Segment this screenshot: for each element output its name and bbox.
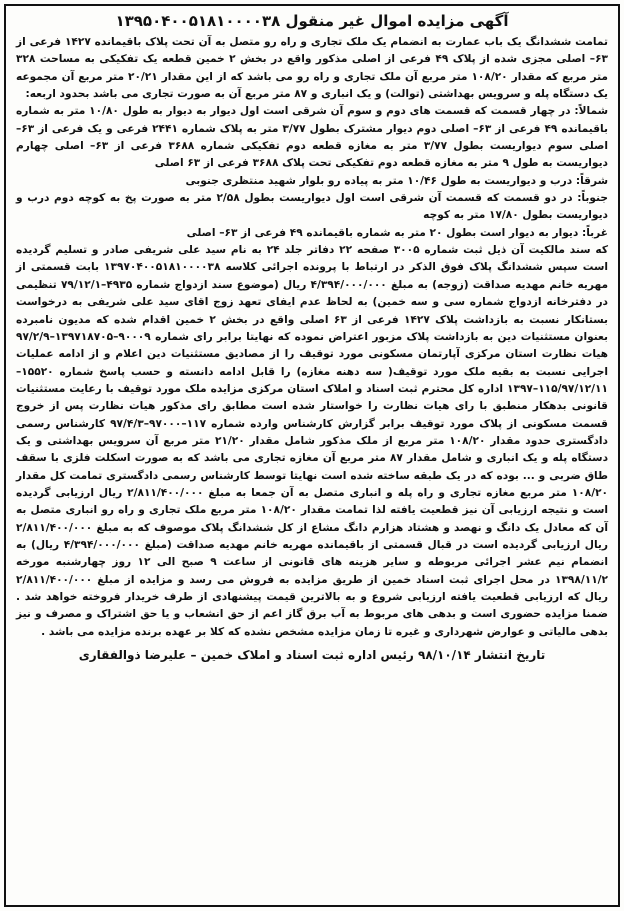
notice-title: آگهی مزایده اموال غیر منقول ۱۳۹۵۰۴۰۰۵۱۸۱۰۰۰۰۳۸ — [115, 12, 509, 30]
boundary-east: شرقاً: درب و دیواریست به طول ۱۰/۴۶ متر به پیاده رو بلوار شهید منتظری جنوبی — [185, 174, 608, 187]
boundary-west: غرباً: دیوار به دیوار است بطول ۲۰ متر به شماره باقیمانده ۴۹ فرعی از ۶۳– اصلی — [186, 226, 608, 239]
publication-footer: تاریخ انتشار ۹۸/۱۰/۱۴ رئیس اداره ثبت اسناد و املاک خمین – علیرضا ذوالفقاری — [78, 648, 546, 663]
boundary-north: شمالاً: در چهار قسمت که قسمت های دوم و سوم آن شرقی است اول دیوار به دیوار به طول ۱۰/۸۰ متر به شماره باقیمانده ۴۹ فرعی از ۶۳– اصلی دوم دیوار مشترک بطول ۳/۷۷ متر به پلاک شماره ۲۴۴۱ فرعی و یک فرعی از ۶۳– اصلی سوم دیواریست بطول ۳/۷۷ متر به مغازه قطعه دوم تفکیکی شماره ۳۶۸۸ فرعی از ۶۳– اصلی چهارم دیواریست به طول ۹ متر به مغازه قطعه دوم تفکیکی تحت پلاک ۳۶۸۸ فرعی از ۶۳ اصلی — [16, 105, 609, 170]
boundary-south: جنوباً: در دو قسمت که قسمت آن شرقی است اول دیواریست بطول ۲/۵۸ متر به صورت پخ به کوچه دوم درب و دیواریست بطول ۱۷/۸۰ متر به کوچه — [16, 192, 608, 222]
notice-body — [6, 4, 618, 665]
auction-details: که سند مالکیت آن ذیل ثبت شماره ۳۰۰۵ صفحه ۲۲ دفاتر جلد ۲۴ به نام سید علی شریفی صادر و تسلیم گردیده است سپس ششدانگ پلاک فوق الذکر در ارتباط با پرونده اجرائی کلاسه ۱۳۹۷۰۴۰۰۵۱۸۱۰۰۰۰۳۸ بابت قسمتی از مهریه خانم مهدیه صداقت (زوجه) به مبلغ ۴/۳۹۴/۰۰۰/۰۰۰ ریال (موضوع سند ازدواج شماره ۴۹۳۵–۷۹/۱۲/۱ تنظیمی در دفترخانه ازدواج شماره سی و سه خمین) به لحاظ عدم ایفای تعهد زوج اقای سید علی شریفی به درخواست بستانکار نسبت به بازداشت پلاک ۱۴۲۷ فرعی از ۶۳ اصلی واقع در بخش ۲ خمین اقدام شده که مدیون نامبرده بعنوان مستثنیات دین به بازداشت پلاک مزبور اعتراض نموده که نهایتا برابر رای شماره ۹۰۰۰۹–۱۳۹۷۱۸۷۰۵–۹۷/۲/۹ هیات نظارت استان مرکزی آپارتمان مسکونی مورد توقیف را از مصادیق مستثنیات دین اعلام و از ادامه عملیات اجرایی نسبت به بقیه ملک مورد توقیف( سه دهنه مغازه) را قابل ادامه دانسته و حسب پاسخ شماره ۱۵۵۲۰–۱۱۵/۹۷/۱۲/۱۱–۱۳۹۷ اداره کل محترم ثبت اسناد و املاک استان مرکزی مزایده ملک مورد توقیف با رعایت مستثنیات قانونی بدهکار منطبق با رای هیات نظارت را خواستار شده است مطابق رای مذکور هیات نظارت پس از خروج قسمت مسکونی از پلاک مورد توقیف برابر گزارش کارشناس وارده شماره ۱۱۷–۹۷۰۰۰–۹۷/۴/۳ کارشناس رسمی دادگستری حدود مقدار ۱۰۸/۲۰ متر مربع از ملک مذکور شامل مقدار ۲۱/۲۰ متر مربع آن سرویس بهداشتی و یک دستگاه پله و یک انباری و شامل مقدار ۸۷ متر مربع آن مغازه تجاری می باشد که به صورت اسکلت فلزی با سقف طاق ضربی و ... بوده که در یک طبقه ساخته شده است نهایتا توسط کارشناس رسمی دادگستری تمامت کل مقدار ۱۰۸/۲۰ متر مربع مغازه تجاری و راه پله و انباری متصل به آن جمعا به مبلغ ۲/۸۱۱/۴۰۰/۰۰۰ ریال ارزیابی گردیده است و نتیجه ارزیابی آن نیز قطعیت یافته لذا تمامت مقدار ۱۰۸/۲۰ متر مربع ملک تجاری و راه رو انباری متصل به آن که معادل یک دانگ و نهصد و هشتاد هزارم دانگ مشاع از کل ششدانگ پلاک موصوف که به مبلغ ۲/۸۱۱/۴۰۰/۰۰۰ ریال ارزیابی گردیده است در قبال قسمتی از باقیمانده مهریه خانم مهدیه صداقت (مبلغ ۴/۳۹۴/۰۰۰/۰۰۰ ریال) به انضمام نیم عشر اجرائی مربوطه و سایر هزینه های قانونی از ساعت ۹ صبح الی ۱۲ روز چهارشنبه مورخه ۱۳۹۸/۱۱/۲ در محل اجرای ثبت اسناد خمین از طریق مزایده به فروش می رسد و مزایده از مبلغ ۲/۸۱۱/۴۰۰/۰۰۰ ریال که ارزیابی قطعیت یافته ارزیابی شروع و به بالاترین قیمت پیشنهادی از طرف خریدار فروخته خواهد شد . ضمنا مزایده حضوری است و بدهی های مربوط به آب برق گاز اعم از حق انشعاب و یا حق اشتراک و مصرف و نیز بدهی مالیاتی و عوارض شهرداری و غیره تا زمان مزایده مشخص نشده که کلا بر عهده برنده مزایده می باشد . — [16, 244, 609, 638]
property-description: تمامت ششدانگ یک باب عمارت به انضمام یک ملک تجاری و راه رو متصل به آن تحت پلاک باقیمانده ۱۴۲۷ فرعی از ۶۳– اصلی مجزی شده از پلاک ۴۹ فرعی از اصلی مذکور واقع در بخش ۲ خمین قطعه یک تفکیکی به مساحت ۳۲۸ متر مربع که مقدار ۱۰۸/۲۰ متر مربع آن ملک تجاری و راه رو می باشد که از این مقدار ۲۰/۲۱ متر مربع آن مجموعه یک دستگاه پله و سرویس بهداشتی (توالت) و یک انباری و ۸۷ متر مربع آن به صورت تجاری می باشد بحدود اربعه: — [16, 36, 608, 101]
